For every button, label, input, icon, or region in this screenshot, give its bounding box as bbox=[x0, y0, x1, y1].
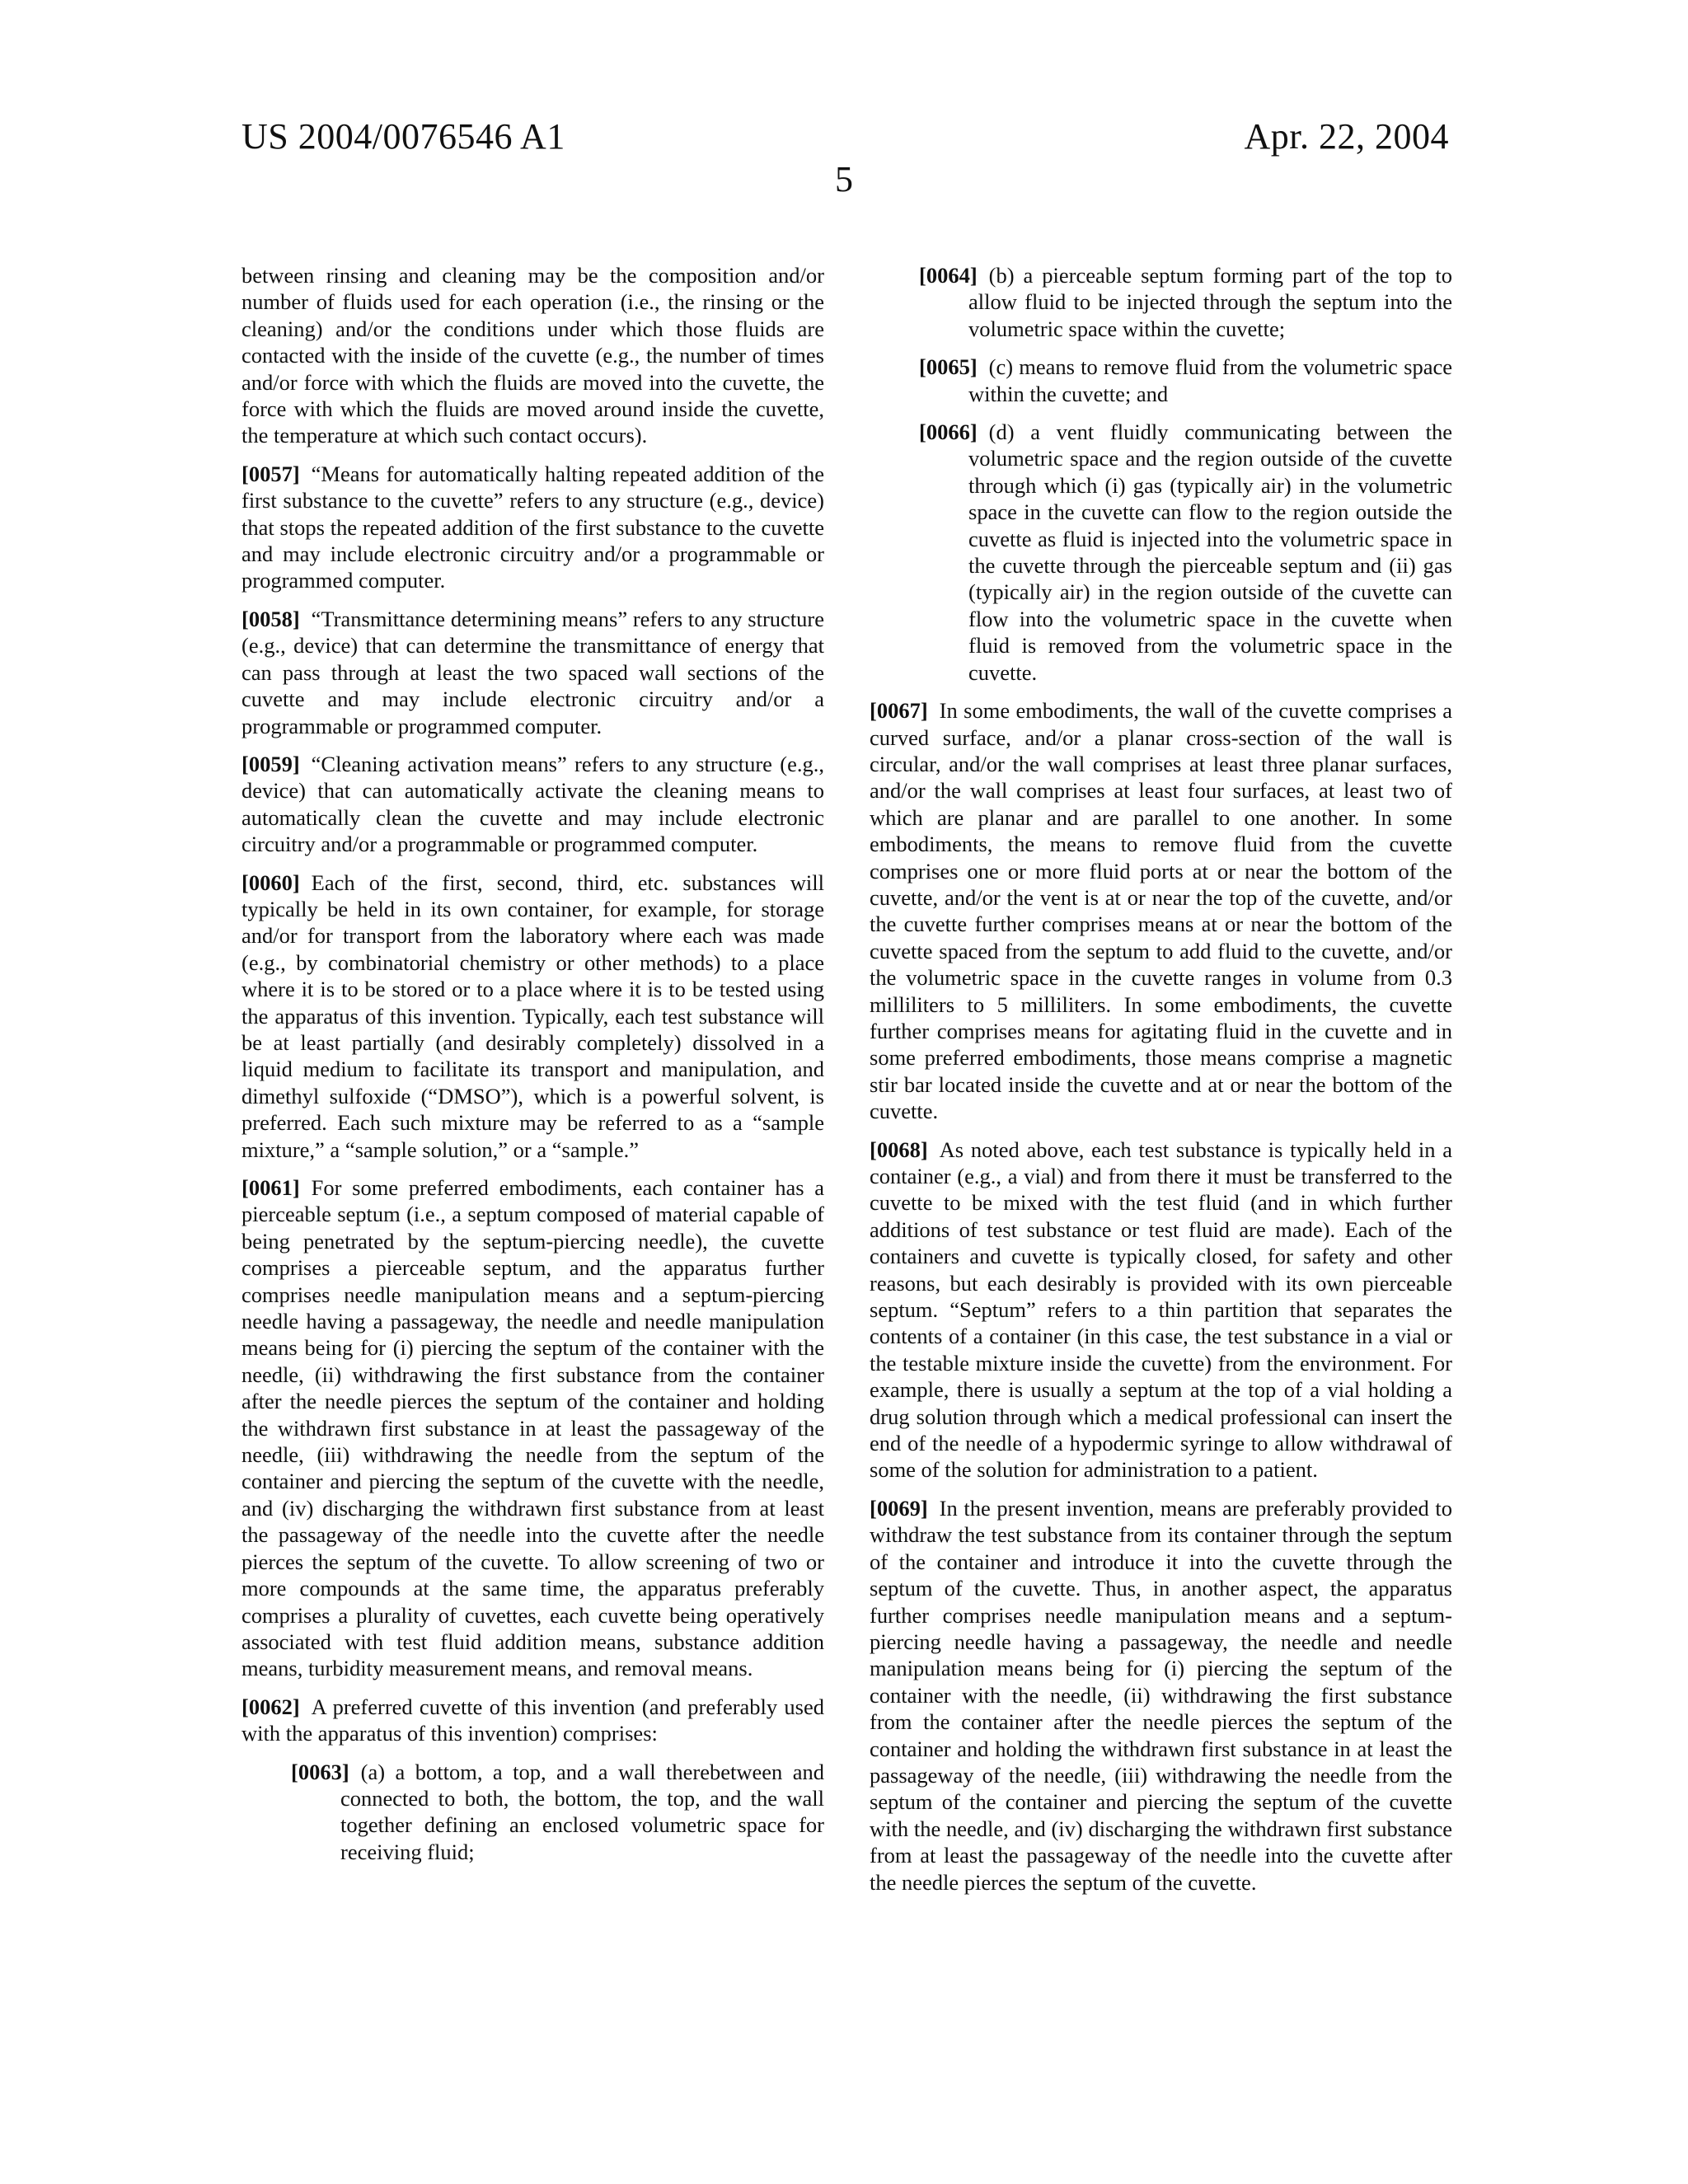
paragraph-text: “Cleaning activation means” refers to any structure (e.g., device) that can automatically activate the cleaning means to automatically clean the cuvette and may include electronic circuitry and/or a programmable or programmed computer. bbox=[241, 751, 824, 857]
paragraph-number: [ 0069 ] bbox=[870, 1496, 928, 1521]
paragraph-number: [ 0065 ] bbox=[919, 354, 978, 379]
paragraph-text: A preferred cuvette of this invention (and preferably used with the apparatus of this invention) comprises: bbox=[241, 1694, 824, 1746]
paragraph-number: [ 0063 ] bbox=[291, 1760, 349, 1784]
paragraph-text: (b) a pierceable septum forming part of the top to allow fluid to be injected through the septum into the volumetric space within the cuvette; bbox=[968, 263, 1452, 341]
paragraph bbox=[241, 461, 824, 594]
paragraph-number: [ 0060 ] bbox=[241, 870, 300, 895]
paragraph-text: (d) a vent fluidly communicating between the volumetric space and the region outside of the cuvette through which (i) gas (typically air) in the volumetric space in the cuvette can flow to the region outside the cuvette as fluid is injected into the volumetric space in the cuvette through the pierceable septum and (ii) gas (typically air) in the region outside of the cuvette can flow into the volumetric space in the cuvette when fluid is removed from the volumetric space in the cuvette. bbox=[968, 419, 1452, 685]
paragraph-text: “Means for automatically halting repeated addition of the first substance to the cuvette” refers to any structure (e.g., device) that stops the repeated addition of the first substance to the cuvette and may include electronic circuitry and/or a programmable or programmed computer. bbox=[241, 461, 824, 593]
paragraph bbox=[919, 262, 1452, 342]
page-header bbox=[241, 115, 1449, 165]
paragraph-number: [ 0067 ] bbox=[870, 698, 928, 723]
paragraph bbox=[241, 869, 824, 1163]
paragraph-number: [ 0062 ] bbox=[241, 1694, 300, 1719]
paragraph bbox=[241, 751, 824, 858]
right-column bbox=[870, 262, 1452, 1907]
paragraph-text: Each of the first, second, third, etc. substances will typically be held in its own container, for example, for storage and/or for transport from the laboratory where each was made (e.g., by combinatorial chemistry or other methods) to a place where it is to be stored or to a place where it is to be tested using the apparatus of this invention. Typically, each test substance will be at least partially (and desirably completely) dissolved in a liquid medium to facilitate its transport and manipulation, and dimethyl sulfoxide (“DMSO”), which is a powerful solvent, is preferred. Each such mixture may be referred to as a “sample mixture,” a “sample solution,” or a “sample.” bbox=[241, 869, 824, 1162]
paragraph-text: As noted above, each test substance is typically held in a container (e.g., a vial) and from there it must be transferred to the cuvette to be mixed with the test fluid (and in which further additions of test substance or test fluid are made). Each of the containers and cuvette is typically closed, for safety and other reasons, but each desirably is provided with its own pierceable septum. “Septum” refers to a thin partition that separates the contents of a container (in this case, the test substance in a vial or the testable mixture inside the cuvette) from the environment. For example, there is usually a septum at the top of a vial holding a drug solution through which a medical professional can insert the end of the needle of a hypodermic syringe to allow withdrawal of some of the solution for administration to a patient. bbox=[870, 1137, 1452, 1483]
paragraph bbox=[241, 262, 824, 449]
paragraph-number: [ 0061 ] bbox=[241, 1175, 300, 1200]
paragraph bbox=[870, 1137, 1452, 1483]
paragraph-number: [ 0066 ] bbox=[919, 419, 978, 444]
paragraph-text: between rinsing and cleaning may be the composition and/or number of fluids used for each operation (i.e., the rinsing or the cleaning) and/or the conditions under which those fluids are contacted with the inside of the cuvette (e.g., the number of times and/or force with which the fluids are moved into the cuvette, the force with which the fluids are moved around inside the cuvette, the temperature at which such contact occurs). bbox=[241, 263, 824, 448]
paragraph-text: In the present invention, means are preferably provided to withdraw the test substance from its container through the septum of the container and introduce it into the cuvette through the septum of the cuvette. Thus, in another aspect, the apparatus further comprises needle manipulation means and a septum-piercing needle having a passageway, the needle and needle manipulation means being for (i) piercing the septum of the container with the needle, (ii) withdrawing the first substance from the container after the needle pierces the septum of the container and holding the withdrawn first substance in at least the passageway of the needle, (iii) withdrawing the needle from the septum of the container and piercing the septum of the cuvette with the needle, and (iv) discharging the withdrawn first substance from at least the passageway of the needle into the cuvette after the needle pierces the septum of the cuvette. bbox=[870, 1495, 1452, 1895]
paragraph bbox=[919, 419, 1452, 686]
paragraph bbox=[919, 354, 1452, 407]
paragraph bbox=[241, 1694, 824, 1747]
paragraph-text: In some embodiments, the wall of the cuvette comprises a curved surface, and/or a planar cross-section of the wall is circular, and/or the wall comprises at least three planar surfaces, and/or the wall comprises at least four surfaces, at least two of which are planar and are parallel to one another. In some embodiments, the means to remove fluid from the cuvette comprises one or more fluid ports at or near the bottom of the cuvette, and/or the vent is at or near the top of the cuvette, and/or the cuvette further comprises means at or near the bottom of the cuvette spaced from the septum to add fluid to the cuvette, and/or the volumetric space in the cuvette ranges in volume from 0.3 milliliters to 5 milliliters. In some embodiments, the cuvette further comprises means for agitating fluid in the cuvette and in some preferred embodiments, those means comprise a magnetic stir bar located inside the cuvette and at or near the bottom of the cuvette. bbox=[870, 698, 1452, 1124]
paragraph-number: [ 0057 ] bbox=[241, 462, 300, 486]
publication-number: US 2004/0076546 A1 bbox=[241, 116, 565, 157]
paragraph bbox=[870, 697, 1452, 1125]
paragraph-text: (a) a bottom, a top, and a wall therebetween and connected to both, the bottom, the top, and the wall together defining an enclosed volumetric space for receiving fluid; bbox=[340, 1759, 824, 1864]
publication-date: Apr. 22, 2004 bbox=[1244, 116, 1449, 157]
paragraph-number: [ 0059 ] bbox=[241, 752, 300, 776]
left-column bbox=[241, 262, 824, 1877]
paragraph bbox=[241, 1174, 824, 1682]
paragraph-text: For some preferred embodiments, each container has a pierceable septum (i.e., a septum composed of material capable of being penetrated by the septum-piercing needle), the cuvette comprises a pierceable septum, and the apparatus further comprises needle manipulation means and a septum-piercing needle having a passageway, the needle and needle manipulation means being for (i) piercing the septum of the container with the needle, (ii) withdrawing the first substance from the container after the needle pierces the septum of the container and holding the withdrawn first substance in at least the passageway of the needle, (iii) withdrawing the needle from the septum of the container and piercing the septum of the cuvette with the needle, and (iv) discharging the withdrawn first substance from at least the passageway of the needle into the cuvette after the needle pierces the septum of the cuvette. To allow screening of two or more compounds at the same time, the apparatus preferably comprises a plurality of cuvettes, each cuvette being operatively associated with test fluid addition means, substance addition means, turbidity measurement means, and removal means. bbox=[241, 1175, 824, 1681]
paragraph bbox=[291, 1759, 824, 1866]
paragraph bbox=[870, 1495, 1452, 1896]
paragraph-number: [ 0064 ] bbox=[919, 263, 978, 288]
paragraph-text: (c) means to remove fluid from the volumetric space within the cuvette; and bbox=[968, 354, 1452, 406]
paragraph bbox=[241, 606, 824, 739]
paragraph-number: [ 0068 ] bbox=[870, 1137, 928, 1162]
page-number: 5 bbox=[835, 159, 853, 199]
paragraph-number: [ 0058 ] bbox=[241, 607, 300, 631]
paragraph-text: “Transmittance determining means” refers to any structure (e.g., device) that can determine the transmittance of energy that can pass through at least the two spaced wall sections of the cuvette and may include electronic circuitry and/or a programmable or programmed computer. bbox=[241, 606, 824, 738]
